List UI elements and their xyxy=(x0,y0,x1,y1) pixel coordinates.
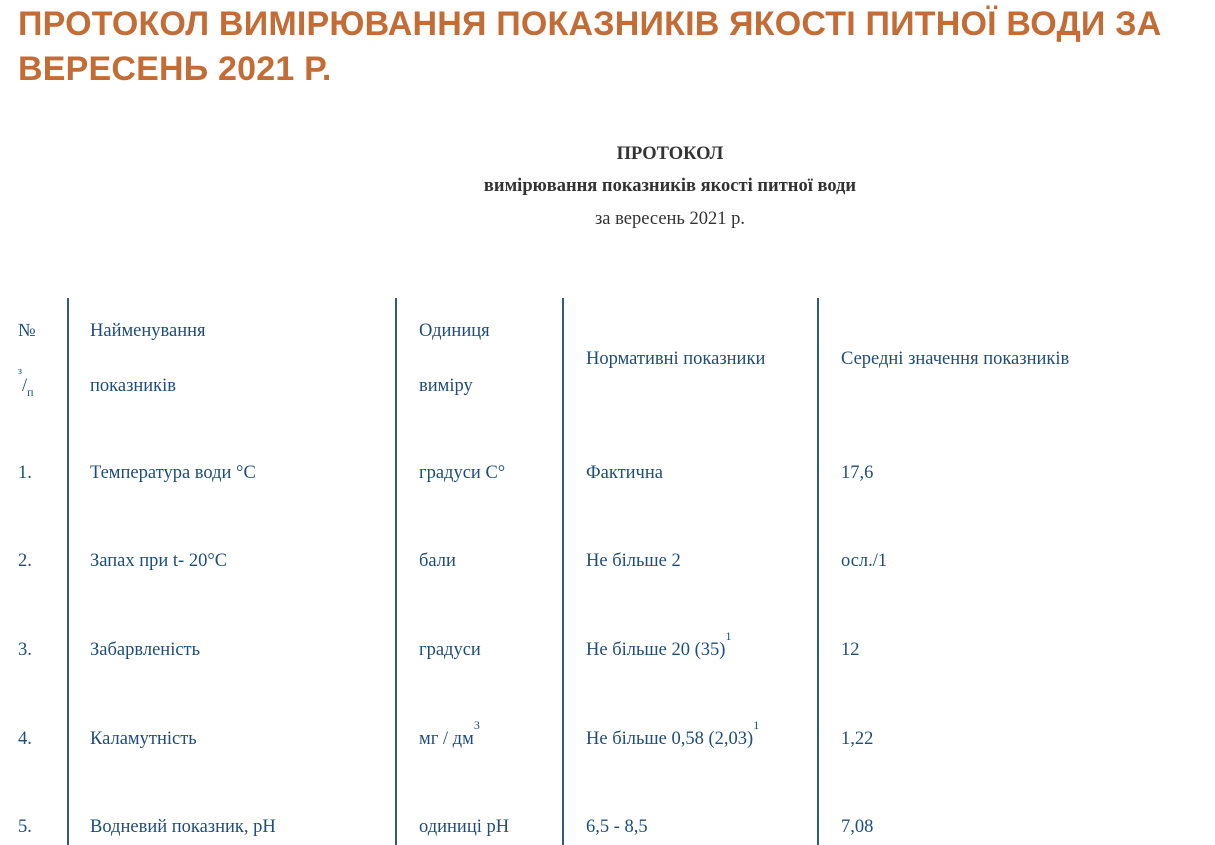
row-name: Температура води °С xyxy=(90,463,256,483)
row-name: Каламутність xyxy=(90,729,197,749)
row-norm: Не більше 0,58 $(2,03)^1$ xyxy=(586,718,760,749)
row-number: 5. xyxy=(18,817,32,837)
column-divider xyxy=(817,298,819,845)
row-unit: градуси С° xyxy=(419,463,506,483)
row-unit: бали xyxy=(419,551,456,571)
row-average: 7,08 xyxy=(841,817,874,837)
row-number: 3. xyxy=(18,640,32,660)
row-number: 4. xyxy=(18,729,32,749)
row-unit: одиниці pH xyxy=(419,817,510,837)
header-name-line2: показників xyxy=(90,376,177,396)
protocol-title: ПРОТОКОЛ xyxy=(616,144,724,164)
protocol-period: за вересень 2021 р. xyxy=(594,209,745,229)
row-average: осл./1 xyxy=(841,551,888,571)
row-number: 1. xyxy=(18,463,32,483)
row-norm: Не більше 2 xyxy=(586,551,681,571)
page-title: ПРОТОКОЛ ВИМІРЮВАННЯ ПОКАЗНИКІВ ЯКОСТІ ПИТНОЇ ВОДИ ЗА ВЕРЕСЕНЬ 2021 Р. xyxy=(18,5,1162,88)
row-norm: Фактична xyxy=(586,463,663,483)
header-norm: Нормативні показники xyxy=(586,349,766,369)
column-divider xyxy=(562,298,564,845)
row-name: Запах при t- 20°С xyxy=(90,551,228,571)
row-average: 12 xyxy=(841,640,860,660)
header-name-line1: Найменування xyxy=(90,321,206,341)
column-divider xyxy=(395,298,397,845)
row-name: Забарвленість xyxy=(90,640,201,660)
protocol-subtitle: вимірювання показників якості питної води xyxy=(483,176,857,196)
row-unit: градуси xyxy=(419,640,481,660)
row-average: 17,6 xyxy=(841,463,874,483)
row-norm: Не більше 20 $(35)^1$ xyxy=(586,629,732,660)
header-unit-line1: Одиниця xyxy=(419,321,490,341)
row-name: Водневий показник, pH xyxy=(90,817,276,837)
column-divider xyxy=(67,298,69,845)
header-average: Середні значення показників xyxy=(841,349,1070,369)
header-number-fraction: $^з/_п$ xyxy=(18,366,34,399)
row-number: 2. xyxy=(18,551,32,571)
row-norm: 6,5 - 8,5 xyxy=(586,817,648,837)
row-unit: мг / $дм^3$ xyxy=(419,718,480,749)
header-unit-line2: виміру xyxy=(419,376,473,396)
row-average: 1,22 xyxy=(841,729,874,749)
header-number: № xyxy=(18,321,36,341)
